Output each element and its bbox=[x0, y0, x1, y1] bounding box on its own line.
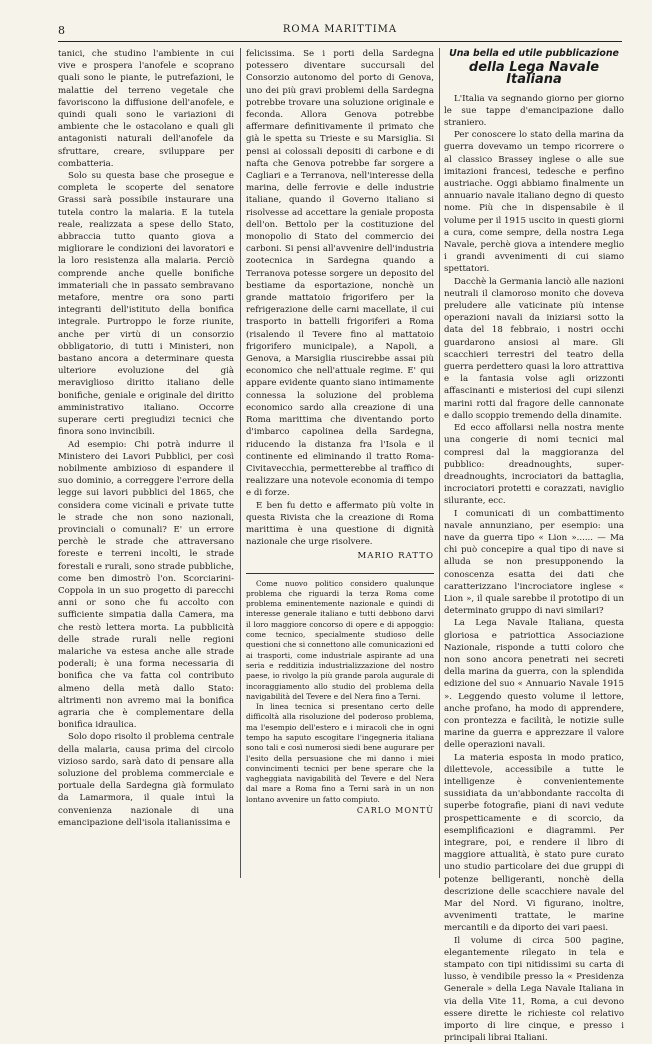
paragraph: Dacchè la Germania lanciò alle nazioni neutrali il clamoroso monito che doveva preludere alle vaticinate più intense operazioni navali da iniziarsi sotto la data del 18 febbraio, i nostri occhi guardarono ansiosi al mare. Gli scacchieri terrestri del teatro della guerra perdettero quasi la loro attrattiva e la fantasia volse agli orizzonti affascinanti e misteriosi del cupi silenzi marini rotti dal fragore delle cannonate e dallo scoppio tremendo della dinamite. bbox=[444, 276, 624, 421]
paragraph: Ed ecco affollarsi nella nostra mente una congerie di nomi tecnici mal compresi dal la maggioranza del pubblico: dreadnoughts, super-dreadnoughts, incrociatori da battaglia, incrociatori protetti e corazzati, naviglio silurante, ecc. bbox=[444, 423, 624, 507]
column-middle bbox=[246, 48, 434, 816]
header-rule bbox=[58, 41, 622, 42]
article-title: della Lega Navale Italiana bbox=[468, 60, 600, 88]
column-divider-1 bbox=[240, 48, 241, 878]
note-paragraph: Come nuovo politico considero qualunque problema che riguardi la terza Roma come problema eminentemente nazionale e quindi di interesse generale italiano e tutti debbono darvi il loro maggiore concorso di opere e di appoggio: come tecnico, specialmente studioso delle questioni che si connettono alle comunicazioni ed ai trasporti, come industriale aspirante ad una seria e redditizia industrializzazione del nostro paese, io rivolgo la più grande parola augurale di incoraggiamento allo studio del problema della navigabilità del Tevere e del Nera fino a Terni. bbox=[246, 578, 434, 701]
paragraph: La Lega Navale Italiana, questa gloriosa e patriottica Associazione Nazionale, risponde a tutti coloro che non sono ancora penetrati nei secreti della marina da guerra, con la splendida edizione del suo « Annuario Navale 1915 ». Leggendo questo volume il lettore, anche profano, ha modo di apprendere, con prontezza e facilità, le notizie sulle marine da guerra e apprezzare il valore delle operazioni navali. bbox=[444, 618, 624, 751]
paragraph: Per conoscere lo stato della marina da guerra dovevamo un tempo ricorrere o al classico Brassey inglese o alle sue imitazioni francesi, tedesche e perfino austriache. Oggi abbiamo finalmente un annuario navale italiano degno di questo nome. Più che in dispensabile è il volume per il 1915 uscito in questi giorni a cura, come sempre, della nostra Lega Navale, perchè giova a intendere meglio i grandi avvenimenti di cui siamo spettatori. bbox=[444, 130, 624, 275]
column-right bbox=[444, 48, 624, 1044]
page-number: 8 bbox=[58, 24, 65, 37]
note-paragraph: In linea tecnica si presentano certo delle difficoltà alla risoluzione del poderoso problema, ma l'esempio dell'estero e i miracoli che in ogni tempo ha saputo escogitare l'ingegneria italiana sono tali e così numerosi siedi bene augurare per l'esito della persuasione che mi danno i miei convincimenti tecnici per bene sperare che la vagheggiata navigabilità del Tevere e del Nera dal mare a Roma fino a Terni sarà in un non lontano avvenire un fatto compiuto. bbox=[246, 702, 434, 804]
paragraph: E ben fu detto e affermato più volte in questa Rivista che la creazione di Roma marittima è una questione di dignità nazionale che urge risolvere. bbox=[246, 500, 434, 548]
article-signature: MARIO RATTO bbox=[357, 551, 434, 562]
paragraph: L'Italia va segnando giorno per giorno le sue tappe d'emancipazione dallo straniero. bbox=[444, 93, 624, 129]
note-signature: CARLO MONTÙ bbox=[356, 806, 434, 816]
paragraph: Ad esempio: Chi potrà indurre il Ministero dei Lavori Pubblici, per così nobilmente ambizioso di espandere il suo dominio, a correggere l'errore della legge sui lavori pubblici del 1865, che considera come vicinali e private tutte le strade che non sono nazionali, provinciali o comunali? E' un errore perchè le strade che attraversano foreste e terreni incolti, le strade forestali e rurali, sono strade pubbliche, come ben dimostrò l'on. Scorciarini-Coppola in un suo progetto di parecchi anni or sono che fu accolto con sufficiente simpatia dalla Camera, ma che restò lettera morta. La pubblicità delle strade rurali nelle regioni malariche va estesa anche alle strade poderali; è una forma necessaria di bonifica che va fatta col contributo almeno della metà dallo Stato: altrimenti non avremo mai la bonifica agraria che è complementare della bonifica idraulica. bbox=[58, 439, 234, 731]
paragraph: tanici, che studino l'ambiente in cui vive e prospera l'anofele e scoprano quali sono le piante, le putrefazioni, le malattie del terreno vegetale che favoriscono la diffusione dell'anofele, e quindi quali sono le variazioni di ambiente che le ostacolano e quali gli antagonisti naturali dell'anofele da sfruttare, creare, sviluppare per combatteria. bbox=[58, 49, 234, 169]
masthead: ROMA MARITTIMA bbox=[282, 24, 398, 35]
paragraph: Solo dopo risolto il problema centrale della malaria, causa prima del circolo vizioso sardo, sarà dato di pensare alla soluzione del problema commerciale e portuale della Sardegna già formulato da Lamarmora, il quale intuì la convenienza nazionale di una emancipazione dell'isola italianissima e bbox=[58, 732, 234, 828]
note-box bbox=[246, 573, 434, 817]
paragraph: I comunicati di un combattimento navale annunziano, per esempio: una nave da guerra tipo « Lion »...... — Ma chi può concepire a qual tipo di nave si alluda se non presupponendo la conoscenza esatta dei dati che caratterizzano l'incrociatore inglese « Lion », il quale sarebbe il prototipo di un determinato gruppo di navi similari? bbox=[444, 508, 624, 617]
paragraph: felicissima. Se i porti della Sardegna potessero diventare succursali del Consorzio autonomo del porto di Genova, uno dei più gravi problemi della Sardegna potrebbe trovare una soluzione originale e feconda. Allora Genova potrebbe affermare definitivamente il primato che già le spetta su Trieste e su Marsiglia. Si pensi ai colossali depositi di carbone e di nafta che Genova potrebbe far sorgere a Cagliari e a Terranova, nell'interesse della marina, delle ferrovie e delle industrie italiane, quando il Governo italiano si risolvesse ad accettare la geniale proposta dell'on. Bettolo per la costituzione del monopolio di Stato del commercio dei carboni. Si pensi all'avvenire dell'industria zootecnica in Sardegna quando a Terranova potesse sorgere un deposito del bestiame da esportazione, nonchè un grande mattatoio frigorifero per la refrigerazione delle carni macellate, il cui trasporto in battelli frigoriferi a Roma (risalendo il Tevere fino al mattatoio frigorifero municipale), a Napoli, a Genova, a Marsiglia riuscirebbe assai più economico che nell'attuale regime. E' qui appare evidente quanto siano intimamente connessa la soluzione del problema economico sardo alla creazione di una Roma marittima che diventando porto d'imbarco capolinea della Sardegna, riducendo la distanza fra l'Isola e il continente ed eliminando il tratto Roma-Civitavecchia, permetterebbe al traffico di realizzare una notevole economia di tempo e di forze. bbox=[246, 49, 434, 499]
column-left bbox=[58, 48, 234, 829]
paragraph: Solo su questa base che prosegue e completa le scoperte del senatore Grassi sarà possibile instaurare una tutela contro la malaria. E la tutela reale, realizzata a spese dello Stato, abbraccia tutto quanto giova a migliorare le condizioni dei lavoratori e la loro resistenza alla malaria. Perciò comprende anche quelle bonifiche immateriali che in passato sembravano metafore, mentre ora sono parti integranti dell'istituto della bonifica integrale. Purtroppo le forze riunite, anche per virtù di un consorzio obbligatorio, di tutti i Ministeri, non bastano ancora a determinare questa ulteriore evoluzione del già meraviglioso diritto italiano delle bonifiche, geniale e originale del diritto amministrativo italiano. Occorre superare certi pregiudizi tecnici che finora sono invincibili. bbox=[58, 171, 234, 438]
article-kicker: Una bella ed utile pubblicazione bbox=[449, 48, 619, 59]
column-divider-2 bbox=[439, 48, 440, 878]
paragraph: Il volume di circa 500 pagine, elegantemente rilegato in tela e stampato con tipi nitidissimi su carta di lusso, è vendibile presso la « Presidenza Generale » della Lega Navale Italiana in via della Vite 11, Roma, a cui devono essere dirette le richieste col relativo importo di lire cinque, e presso i principali librai Italiani. bbox=[444, 935, 624, 1044]
paragraph: La materia esposta in modo pratico, dilettevole, accessibile a tutte le intelligenze è convenientemente sussidiata da un'abbondante raccolta di superbe fotografie, piani di navi vedute prospetticamente e di scorcio, da esemplificazioni e diagrammi. Per integrare, poi, e rendere il libro di maggiore attualità, è stato pure curato uno studio particolare dei due gruppi di potenze belligeranti, nonchè della descrizione delle scacchiere navale del Mar del Nord. Vi figurano, inoltre, avvenimenti trattate, le marine mercantili e da diporto dei vari paesi. bbox=[444, 752, 624, 934]
page-header bbox=[58, 24, 622, 40]
